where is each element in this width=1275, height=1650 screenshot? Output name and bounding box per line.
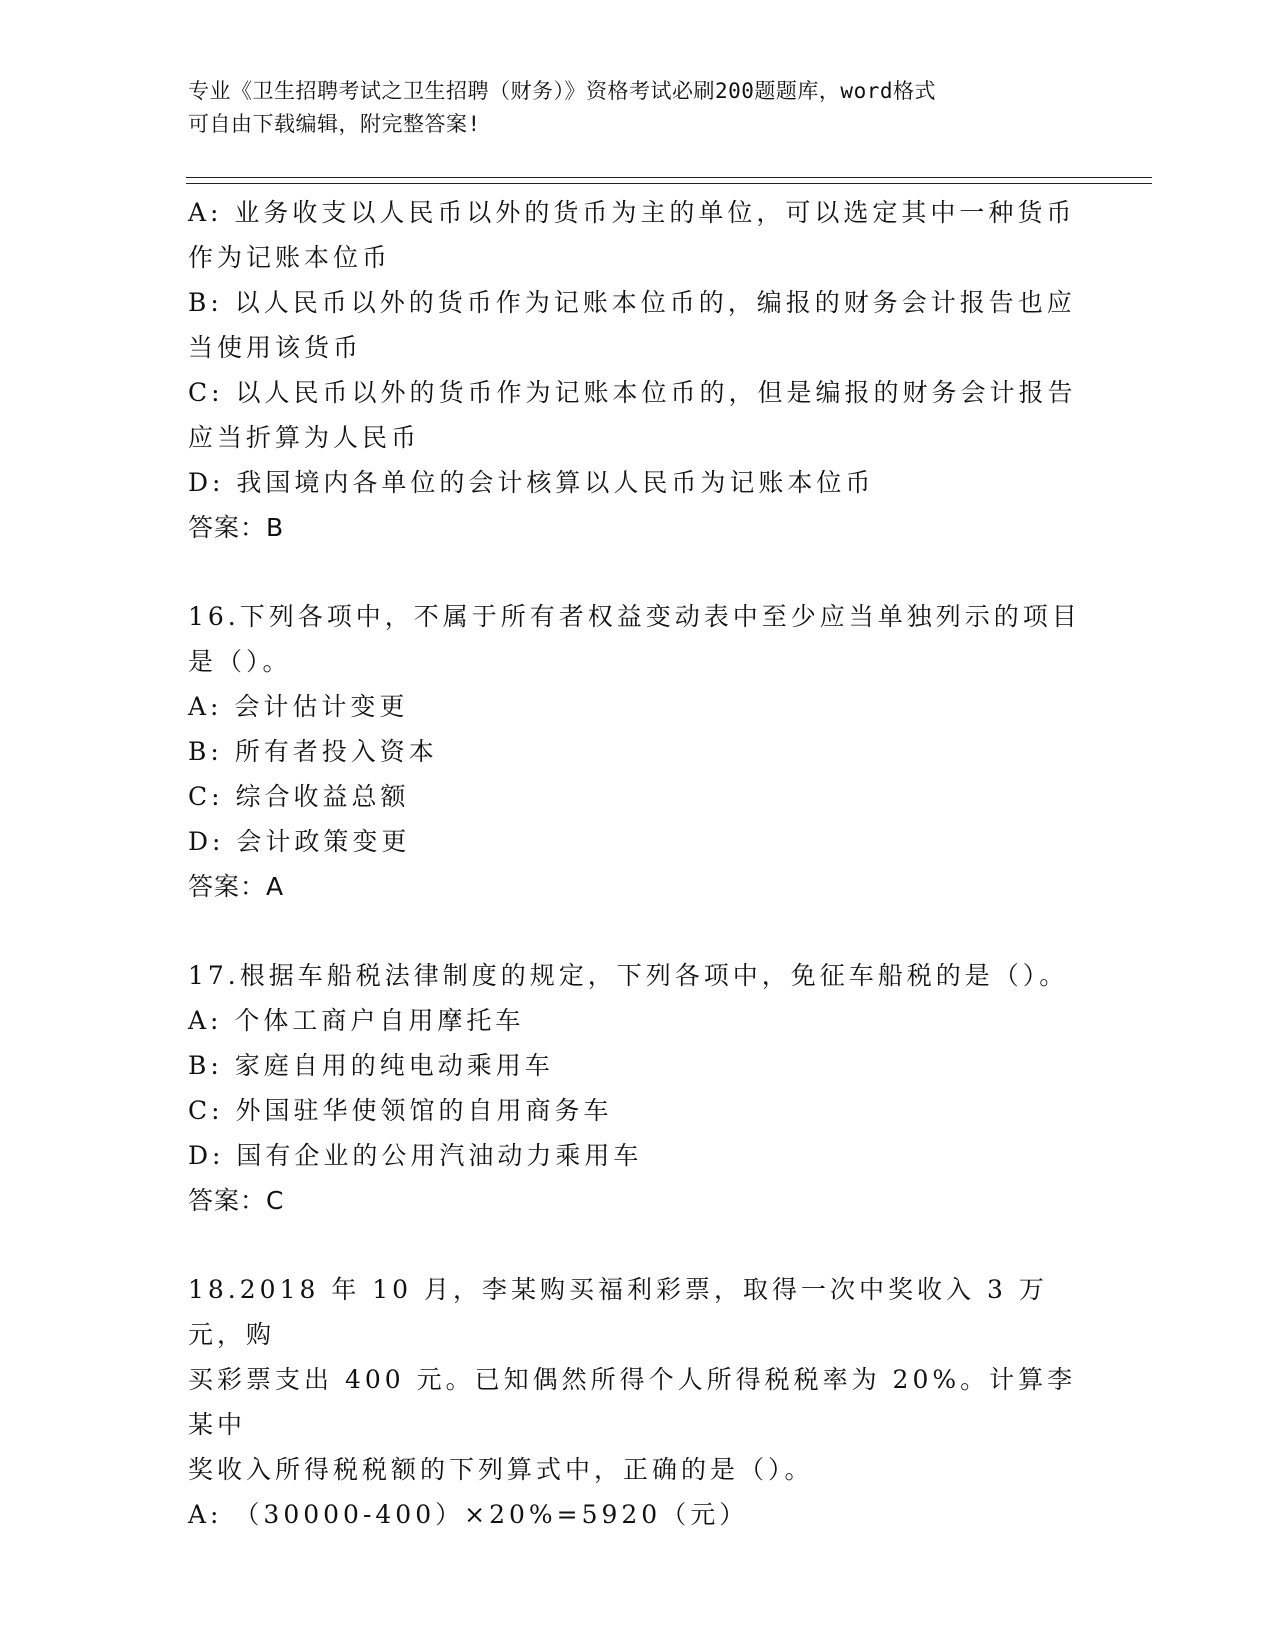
spacer (188, 1223, 1088, 1267)
q17-option-a: A: 个体工商户自用摩托车 (188, 1006, 525, 1035)
q16-option-a: A: 会计估计变更 (188, 692, 409, 721)
q16-option-d: D: 会计政策变更 (188, 827, 411, 856)
spacer (188, 909, 1088, 953)
q15-option-b-line-1: B: 以人民币以外的货币作为记账本位币的，编报的财务会计报告也应 (188, 288, 1076, 317)
header-divider-top (186, 177, 1152, 178)
q17-option-c: C: 外国驻华使领馆的自用商务车 (188, 1096, 613, 1125)
q18-option-a: A: （30000-400）×20%=5920（元） (188, 1500, 749, 1529)
q15-option-c-line-2: 应当折算为人民币 (188, 423, 421, 452)
spacer (188, 550, 1088, 594)
q15-option-a-line-2: 作为记账本位币 (188, 243, 392, 272)
question-15 (188, 190, 1088, 550)
question-17 (188, 953, 1088, 1223)
q17-answer: 答案：C (188, 1186, 285, 1215)
document-header (188, 75, 1068, 141)
header-line-2: 可自由下载编辑，附完整答案! (188, 112, 481, 136)
q16-answer: 答案：A (188, 872, 285, 901)
question-content (188, 190, 1088, 1537)
q17-option-d: D: 国有企业的公用汽油动力乘用车 (188, 1141, 643, 1170)
q17-option-b: B: 家庭自用的纯电动乘用车 (188, 1051, 554, 1080)
q16-option-c: C: 综合收益总额 (188, 782, 410, 811)
q17-stem-line-1: 17.根据车船税法律制度的规定，下列各项中，免征车船税的是（）。 (188, 961, 1069, 990)
q15-option-a-line-1: A: 业务收支以人民币以外的货币为主的单位，可以选定其中一种货币 (188, 198, 1076, 227)
question-18 (188, 1267, 1088, 1537)
q16-stem-line-1: 16.下列各项中，不属于所有者权益变动表中至少应当单独列示的项目 (188, 602, 1081, 631)
header-line-1: 专业《卫生招聘考试之卫生招聘（财务）》资格考试必刷200题题库，word格式 (188, 79, 936, 103)
q15-option-c-line-1: C: 以人民币以外的货币作为记账本位币的，但是编报的财务会计报告 (188, 378, 1077, 407)
q18-stem-line-3: 奖收入所得税税额的下列算式中，正确的是（）。 (188, 1455, 814, 1484)
q15-answer: 答案：B (188, 513, 285, 542)
header-divider-bottom (186, 183, 1152, 184)
q15-option-d: D: 我国境内各单位的会计核算以人民币为记账本位币 (188, 468, 875, 497)
q16-option-b: B: 所有者投入资本 (188, 737, 438, 766)
q16-stem-line-2: 是（）。 (188, 647, 292, 676)
q18-stem-line-2: 买彩票支出 400 元。已知偶然所得个人所得税税率为 20%。计算李某中 (188, 1365, 1077, 1439)
q18-stem-line-1: 18.2018 年 10 月，李某购买福利彩票，取得一次中奖收入 3 万元，购 (188, 1275, 1048, 1349)
q15-option-b-line-2: 当使用该货币 (188, 333, 363, 362)
question-16 (188, 594, 1088, 909)
